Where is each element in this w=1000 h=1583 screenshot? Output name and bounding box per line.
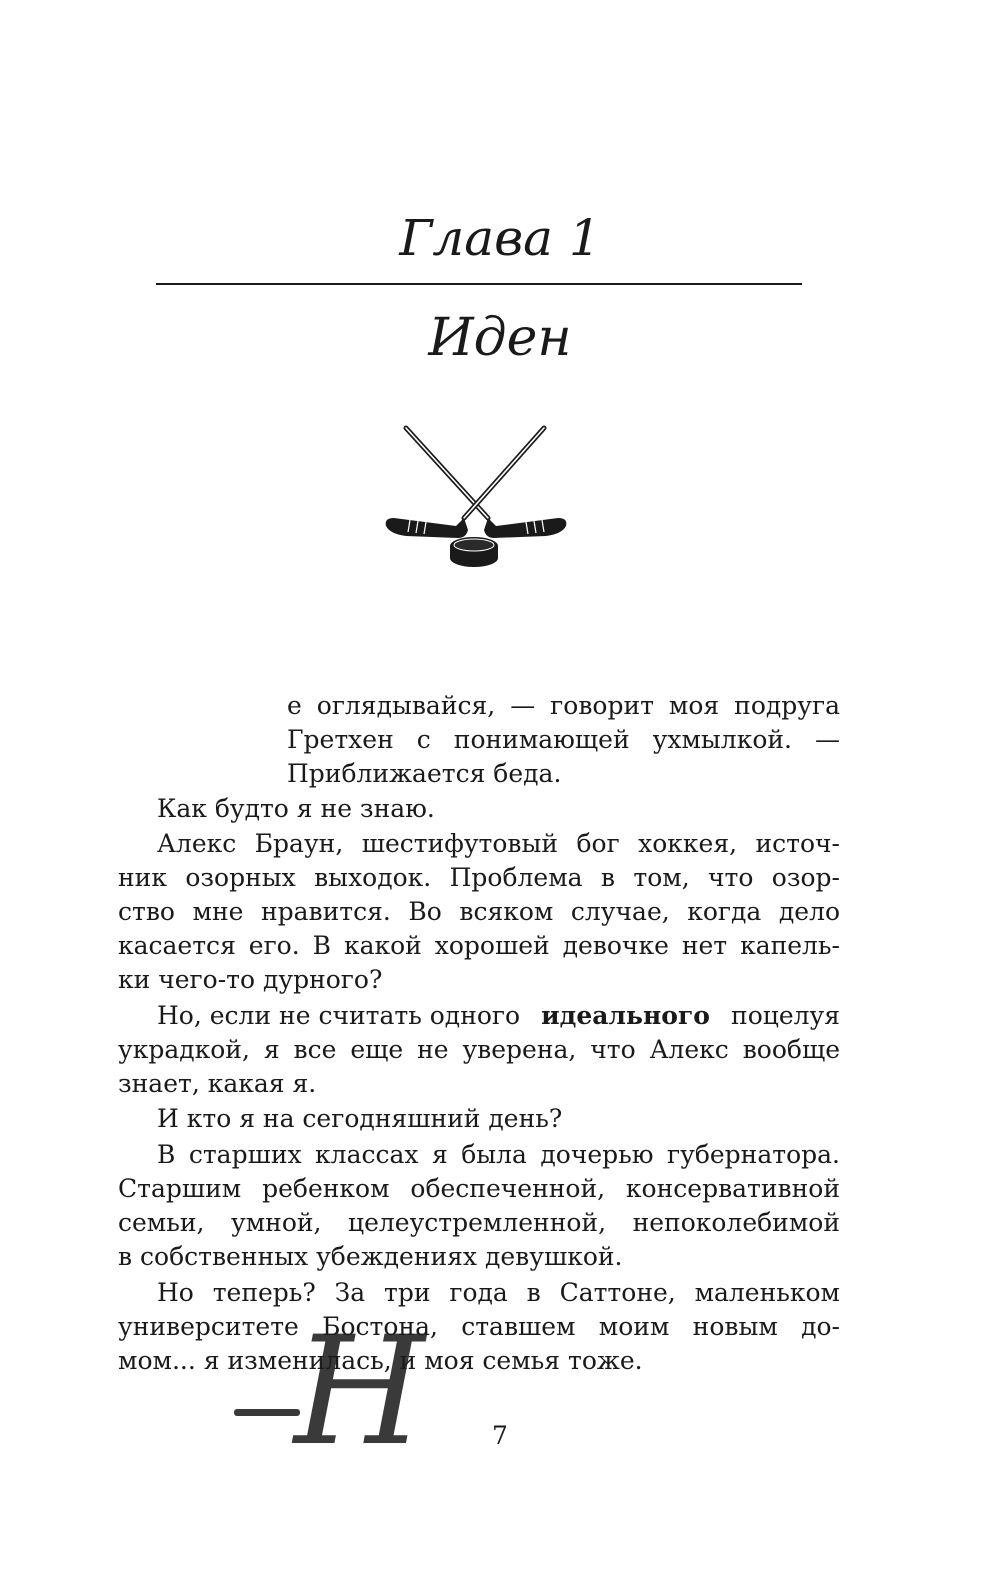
crossed-hockey-sticks-icon bbox=[376, 418, 576, 578]
drop-cap-letter: Н bbox=[294, 1305, 425, 1479]
text-line: украдкой, я все еще не уверена, что Алекс вообще bbox=[118, 1035, 840, 1064]
text-line: И кто я на сегодняшний день? bbox=[157, 1104, 563, 1133]
page-number: 7 bbox=[492, 1421, 508, 1450]
text-line: знает, какая я. bbox=[118, 1069, 317, 1098]
text-segment: поцелуя bbox=[731, 1001, 840, 1030]
dialogue-dash-mark bbox=[234, 1409, 300, 1416]
text-line: ки чего-то дурного? bbox=[118, 965, 383, 994]
text-line: Как будто я не знаю. bbox=[157, 794, 435, 823]
text-line: Приближается беда. bbox=[287, 759, 562, 788]
text-line: В старших классах я была дочерью губернатора. bbox=[157, 1140, 840, 1169]
text-line: е оглядывайся, — говорит моя подруга bbox=[287, 691, 840, 720]
chapter-subtitle: Иден bbox=[428, 308, 572, 368]
text-line: семьи, умной, целеустремленной, непоколебимой bbox=[118, 1208, 840, 1237]
hockey-puck-icon bbox=[450, 537, 498, 567]
text-segment: Но, если не считать одного bbox=[157, 1001, 521, 1030]
text-line: Старшим ребенком обеспеченной, консервативной bbox=[118, 1174, 840, 1203]
emphasis-word: идеального bbox=[541, 1001, 710, 1030]
text-line bbox=[157, 999, 840, 1033]
chapter-divider bbox=[156, 283, 802, 285]
text-line: Гретхен с понимающей ухмылкой. — bbox=[287, 725, 840, 754]
text-line: касается его. В какой хорошей девочке нет капель- bbox=[118, 931, 840, 960]
text-line: мом... я изменилась, и моя семья тоже. bbox=[118, 1346, 643, 1375]
text-line: ство мне нравится. Во всяком случае, когда дело bbox=[118, 897, 840, 926]
chapter-heading: Глава 1 bbox=[399, 209, 601, 267]
hockey-stick-left-icon bbox=[406, 428, 566, 538]
text-line: ник озорных выходок. Проблема в том, что озор- bbox=[118, 863, 840, 892]
text-line: университете Бостона, ставшем моим новым до- bbox=[118, 1312, 840, 1341]
hockey-stick-right-icon bbox=[386, 428, 544, 538]
text-line: в собственных убеждениях девушкой. bbox=[118, 1242, 623, 1271]
text-line: Алекс Браун, шестифутовый бог хоккея, источ- bbox=[157, 829, 840, 858]
text-line: Но теперь? За три года в Саттоне, маленьком bbox=[157, 1278, 840, 1307]
